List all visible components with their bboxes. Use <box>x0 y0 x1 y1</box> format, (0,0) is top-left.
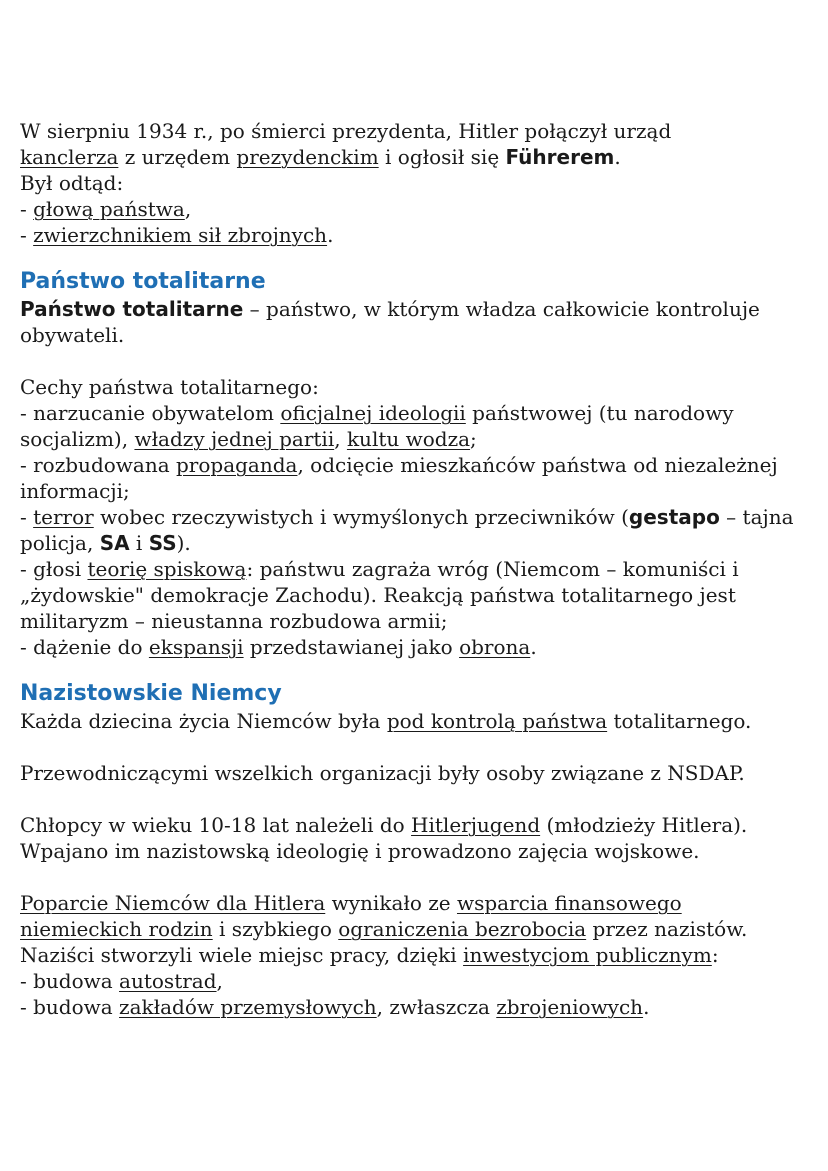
body-paragraph <box>20 890 810 942</box>
underlined-term: pod kontrolą państwa <box>386 709 608 733</box>
underlined-term: zwierzchnikiem sił zbrojnych <box>33 223 328 247</box>
body-text: , zwłaszcza <box>376 995 497 1019</box>
feature-text: wobec rzeczywistych i wymyślonych przeciwników ( <box>93 505 629 529</box>
intro-text: i ogłosił się <box>378 145 506 169</box>
feature-text: . <box>530 635 537 659</box>
feature-text: ; <box>470 427 477 451</box>
list-item <box>20 994 810 1020</box>
feature-item <box>20 452 810 504</box>
section-heading-totalitarian-state: Państwo totalitarne <box>20 269 266 294</box>
body-text: - budowa <box>20 969 120 993</box>
underlined-term: ekspansji <box>148 635 244 659</box>
list-dash: - <box>20 197 34 221</box>
underlined-term: władzy jednej partii <box>134 427 335 451</box>
definition-paragraph <box>20 296 810 348</box>
feature-item <box>20 504 810 556</box>
list-dash: - <box>20 223 34 247</box>
body-paragraph: Przewodniczącymi wszelkich organizacji były osoby związane z NSDAP. <box>20 761 745 785</box>
document-page <box>20 118 810 1020</box>
bold-term: Führerem <box>505 145 615 169</box>
body-paragraph <box>20 812 810 864</box>
features-title: Cechy państwa totalitarnego: <box>20 375 319 399</box>
body-text: totalitarnego. <box>607 709 752 733</box>
body-text: wynikało ze <box>325 891 457 915</box>
intro-text: , <box>184 197 192 221</box>
underlined-term: kultu wodza <box>346 427 471 451</box>
body-paragraph <box>20 942 810 968</box>
list-item <box>20 968 810 994</box>
underlined-term: zakładów przemysłowych <box>119 995 377 1019</box>
underlined-term: wsparcia finansowego niemieckich rodzin <box>20 891 682 941</box>
feature-text: ). <box>176 531 191 555</box>
feature-text: - <box>20 505 34 529</box>
underlined-term: autostrad <box>119 969 217 993</box>
body-text: : <box>711 943 719 967</box>
feature-item <box>20 400 810 452</box>
intro-text: . <box>327 223 334 247</box>
feature-text: - rozbudowana <box>20 453 176 477</box>
bold-term: Państwo totalitarne <box>20 297 244 321</box>
section-heading-nazi-germany: Nazistowskie Niemcy <box>20 681 282 706</box>
feature-text: państwowej (tu narodowy socjalizm), <box>20 401 734 451</box>
feature-text: i <box>129 531 149 555</box>
feature-text: : państwu zagraża wróg (Niemcom – komuniści i „żydowskie" demokracje Zachodu). Reakcją państwa totalitarnego jest militaryzm – nieustanna rozbudowa armii; <box>20 557 739 633</box>
intro-text: Był odtąd: <box>20 171 124 195</box>
intro-text: z urzędem <box>118 145 237 169</box>
body-text: (młodzieży Hitlera). Wpajano im nazistowską ideologię i prowadzono zajęcia wojskowe. <box>20 813 748 863</box>
underlined-term: terror <box>33 505 94 529</box>
underlined-term: inwestycjom publicznym <box>463 943 712 967</box>
bold-term: gestapo <box>628 505 720 529</box>
feature-text: przedstawianej jako <box>243 635 460 659</box>
intro-paragraph <box>20 118 810 248</box>
feature-text: - głosi <box>20 557 88 581</box>
underlined-term: Hitlerjugend <box>411 813 541 837</box>
feature-text: , odcięcie mieszkańców państwa od niezależnej informacji; <box>20 453 778 503</box>
underlined-term: kanclerza <box>20 145 119 169</box>
underlined-term: teorię spiskową <box>87 557 247 581</box>
underlined-term: obrona <box>459 635 531 659</box>
feature-item <box>20 634 810 660</box>
body-text: . <box>643 995 650 1019</box>
body-text: - budowa <box>20 995 120 1019</box>
body-text: przez nazistów. <box>586 917 748 941</box>
underlined-term: głową państwa <box>33 197 185 221</box>
feature-text: , <box>334 427 347 451</box>
body-text: Naziści stworzyli wiele miejsc pracy, dzięki <box>20 943 464 967</box>
bold-term: SA <box>99 531 130 555</box>
feature-text: - narzucanie obywatelom <box>20 401 281 425</box>
body-text: , <box>216 969 223 993</box>
feature-text: – tajna policja, <box>20 505 794 555</box>
underlined-term: ograniczenia bezrobocia <box>338 917 587 941</box>
bold-term: SS <box>148 531 177 555</box>
feature-item <box>20 556 810 634</box>
underlined-term: propaganda <box>176 453 298 477</box>
body-text: Chłopcy w wieku 10-18 lat należeli do <box>20 813 412 837</box>
underlined-term: prezydenckim <box>236 145 379 169</box>
body-text: Każda dziecina życia Niemców była <box>20 709 387 733</box>
definition-text: – państwo, w którym władza całkowicie kontroluje obywateli. <box>20 297 760 347</box>
intro-text: . <box>614 145 621 169</box>
underlined-term: Poparcie Niemców dla Hitlera <box>20 891 326 915</box>
intro-text: W sierpniu 1934 r., po śmierci prezydenta, Hitler połączył urząd <box>20 119 672 143</box>
body-text: i szybkiego <box>212 917 339 941</box>
underlined-term: oficjalnej ideologii <box>280 401 466 425</box>
feature-text: - dążenie do <box>20 635 149 659</box>
underlined-term: zbrojeniowych <box>496 995 644 1019</box>
body-paragraph <box>20 708 810 734</box>
